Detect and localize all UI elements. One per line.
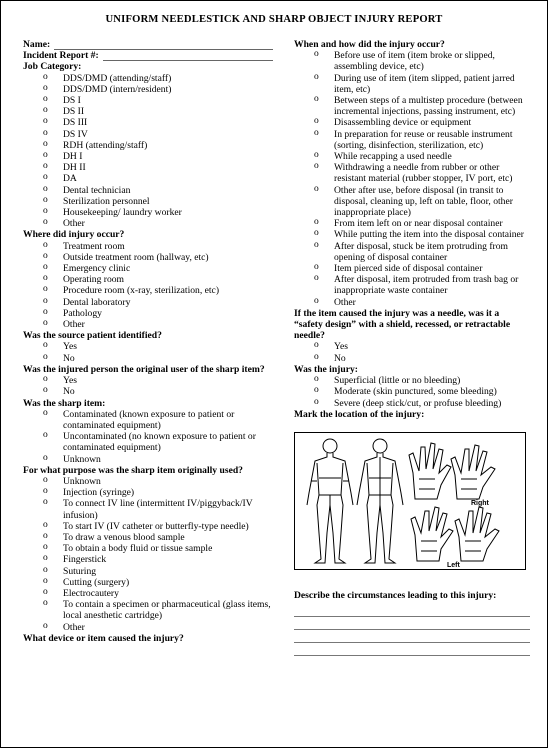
- when-how-heading: When and how did the injury occur?: [294, 39, 445, 50]
- option-item[interactable]: o Emergency clinic: [23, 263, 273, 274]
- option-item[interactable]: o After disposal, item protruded from trash bag or inappropriate waste container: [294, 274, 530, 296]
- option-item[interactable]: o In preparation for reuse or reusable instrument (sorting, disinfection, sterilization, etc): [294, 129, 530, 151]
- option-item[interactable]: o Uncontaminated (no known exposure to patient or contaminated equipment): [23, 431, 273, 453]
- option-item[interactable]: o While recapping a used needle: [294, 151, 530, 162]
- option-item[interactable]: o No: [294, 353, 530, 364]
- sharp-item-heading: Was the sharp item:: [23, 397, 106, 409]
- option-item[interactable]: o DDS/DMD (attending/staff): [23, 73, 273, 84]
- safety-design-options: [294, 341, 530, 363]
- option-item[interactable]: o To contain a specimen or pharmaceutical (glass items, local anesthetic cartridge): [23, 599, 273, 621]
- option-item[interactable]: o Yes: [294, 341, 530, 352]
- answer-line[interactable]: [294, 605, 530, 617]
- option-item[interactable]: o After disposal, stuck be item protruding from opening of disposal container: [294, 241, 530, 263]
- option-item[interactable]: o Yes: [23, 341, 273, 352]
- option-item[interactable]: o Electrocautery: [23, 588, 273, 599]
- option-item[interactable]: o DH II: [23, 162, 273, 173]
- option-item[interactable]: o Between steps of a multistep procedure (between incremental injections, passing instrument, etc): [294, 95, 530, 117]
- option-item[interactable]: o Injection (syringe): [23, 487, 273, 498]
- option-item[interactable]: o Other: [294, 297, 530, 308]
- option-item[interactable]: o Treatment room: [23, 241, 273, 252]
- job-category-options: [23, 73, 273, 230]
- answer-line[interactable]: [294, 644, 530, 656]
- option-item[interactable]: o Other after use, before disposal (in transit to disposal, cleaning up, left on table, floor, other inappropriate place): [294, 185, 530, 219]
- option-item[interactable]: o RDH (attending/staff): [23, 140, 273, 151]
- option-item[interactable]: o Sterilization personnel: [23, 196, 273, 207]
- source-identified-heading: Was the source patient identified?: [23, 330, 162, 342]
- option-item[interactable]: o Other: [23, 218, 273, 229]
- option-item[interactable]: o Fingerstick: [23, 554, 273, 565]
- option-item[interactable]: o To obtain a body fluid or tissue sample: [23, 543, 273, 554]
- incident-input-line[interactable]: [103, 51, 273, 61]
- option-item[interactable]: o DH I: [23, 151, 273, 162]
- right-column: [294, 39, 530, 657]
- location-heading: Mark the location of the injury:: [294, 408, 425, 420]
- option-item[interactable]: o Unknown: [23, 476, 273, 487]
- answer-line[interactable]: [294, 618, 530, 630]
- where-options: [23, 241, 273, 331]
- option-item[interactable]: o Other: [23, 622, 273, 633]
- option-item[interactable]: o Suturing: [23, 566, 273, 577]
- purpose-heading: For what purpose was the sharp item originally used?: [23, 464, 243, 476]
- source-identified-options: [23, 341, 273, 363]
- option-item[interactable]: o DS I: [23, 95, 273, 106]
- option-item[interactable]: o DS II: [23, 106, 273, 117]
- option-item[interactable]: o To start IV (IV catheter or butterfly-type needle): [23, 521, 273, 532]
- option-item[interactable]: o Disassembling device or equipment: [294, 117, 530, 128]
- front-body-figure: [307, 439, 353, 563]
- option-item[interactable]: o Moderate (skin punctured, some bleeding): [294, 386, 530, 397]
- option-item[interactable]: o Dental technician: [23, 185, 273, 196]
- right-hands-figure: [409, 443, 495, 499]
- option-item[interactable]: o Outside treatment room (hallway, etc): [23, 252, 273, 263]
- original-user-heading: Was the injured person the original user of the sharp item?: [23, 363, 265, 375]
- option-item[interactable]: o While putting the item into the disposal container: [294, 229, 530, 240]
- incident-label: Incident Report #:: [23, 50, 99, 62]
- option-item[interactable]: o Procedure room (x-ray, sterilization, etc): [23, 285, 273, 296]
- answer-line[interactable]: [294, 631, 530, 643]
- option-item[interactable]: o Superficial (little or no bleeding): [294, 375, 530, 386]
- option-item[interactable]: o Other: [23, 319, 273, 330]
- sharp-item-options: [23, 409, 273, 465]
- safety-design-heading: If the item caused the injury was a needle, was it a “safety design” with a shield, recessed, or retractable needle?: [294, 307, 511, 342]
- option-item[interactable]: o Yes: [23, 375, 273, 386]
- option-item[interactable]: o Cutting (surgery): [23, 577, 273, 588]
- option-item[interactable]: o From item left on or near disposal container: [294, 218, 530, 229]
- option-item[interactable]: o DA: [23, 173, 273, 184]
- when-how-options: [294, 50, 530, 308]
- option-item[interactable]: o Dental laboratory: [23, 297, 273, 308]
- injury-severity-heading: Was the injury:: [294, 363, 358, 375]
- option-item[interactable]: o During use of item (item slipped, patient jarred item, etc): [294, 73, 530, 95]
- option-item[interactable]: o Operating room: [23, 274, 273, 285]
- left-column: [23, 39, 273, 644]
- option-item[interactable]: o DDS/DMD (intern/resident): [23, 84, 273, 95]
- option-item[interactable]: o DS IV: [23, 129, 273, 140]
- page-title: UNIFORM NEEDLESTICK AND SHARP OBJECT INJURY REPORT: [105, 14, 443, 25]
- option-item[interactable]: o No: [23, 386, 273, 397]
- job-category-heading: Job Category:: [23, 61, 82, 73]
- option-item[interactable]: o Contaminated (known exposure to patient or contaminated equipment): [23, 409, 273, 431]
- injury-severity-options: [294, 375, 530, 409]
- option-item[interactable]: o To draw a venous blood sample: [23, 532, 273, 543]
- circumstances-heading: Describe the circumstances leading to this injury:: [294, 589, 497, 601]
- purpose-options: [23, 476, 273, 633]
- incident-number-field[interactable]: [23, 50, 273, 61]
- left-hands-label: Left: [447, 561, 460, 569]
- option-item[interactable]: o To connect IV line (intermittent IV/piggyback/IV infusion): [23, 498, 273, 520]
- right-hands-label: Right: [471, 499, 489, 507]
- body-and-hands-drawing[interactable]: [295, 433, 525, 569]
- option-item[interactable]: o Severe (deep stick/cut, or profuse bleeding): [294, 398, 530, 409]
- option-item[interactable]: o Unknown: [23, 454, 273, 465]
- body-diagram[interactable]: [294, 432, 526, 570]
- circumstances-lines[interactable]: [294, 605, 530, 656]
- option-item[interactable]: o DS III: [23, 117, 273, 128]
- option-item[interactable]: o Before use of item (item broke or slipped, assembling device, etc): [294, 50, 530, 72]
- name-field[interactable]: [23, 39, 273, 50]
- back-body-figure: [357, 439, 403, 563]
- device-heading: What device or item caused the injury?: [23, 632, 184, 644]
- name-input-line[interactable]: [54, 40, 273, 50]
- option-item[interactable]: o Withdrawing a needle from rubber or other resistant material (rubber stopper, IV port, etc): [294, 162, 530, 184]
- option-item[interactable]: o No: [23, 353, 273, 364]
- name-label: Name:: [23, 39, 51, 50]
- option-item[interactable]: o Item pierced side of disposal container: [294, 263, 530, 274]
- where-heading: Where did injury occur?: [23, 229, 125, 241]
- left-hands-figure: [411, 507, 499, 561]
- option-item[interactable]: o Pathology: [23, 308, 273, 319]
- original-user-options: [23, 375, 273, 397]
- option-item[interactable]: o Housekeeping/ laundry worker: [23, 207, 273, 218]
